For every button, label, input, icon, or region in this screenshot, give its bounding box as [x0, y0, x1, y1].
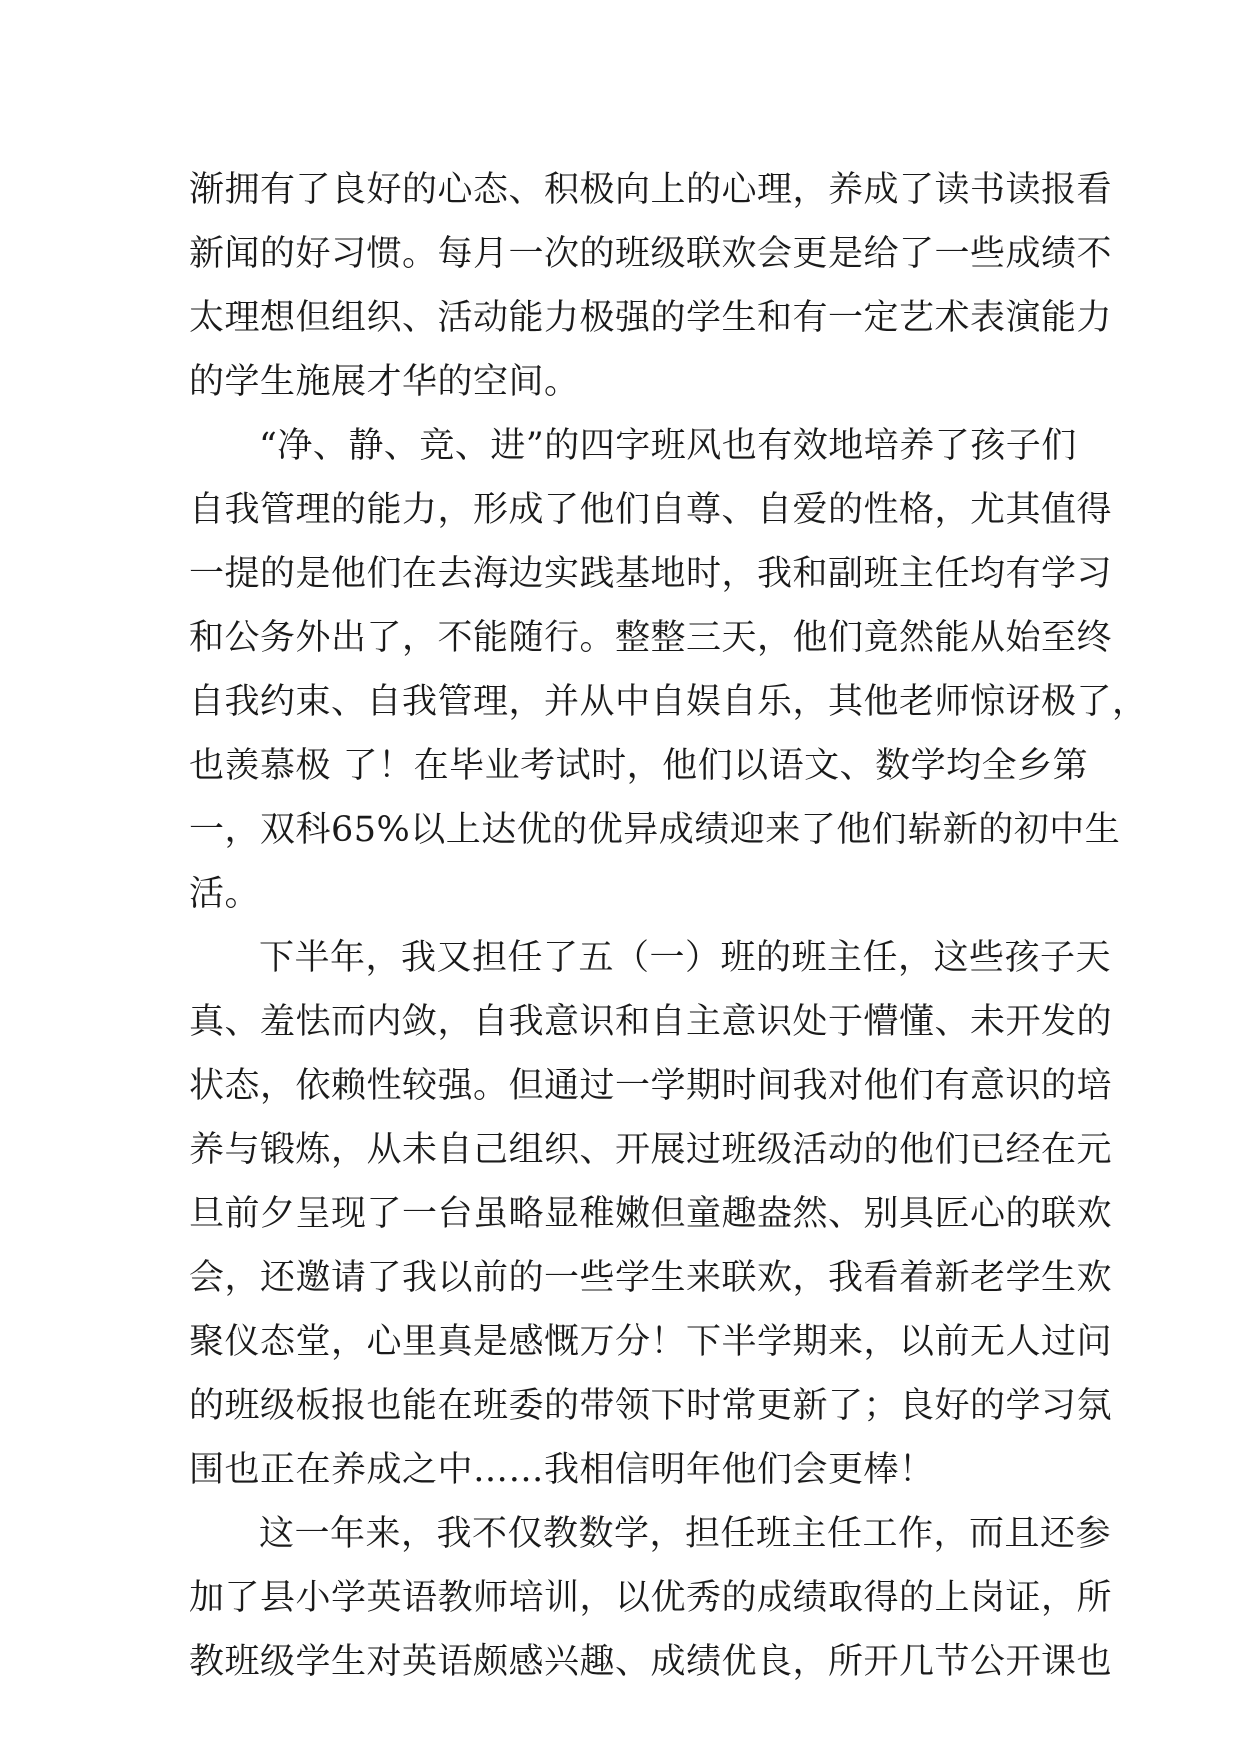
text-line: 旦前夕呈现了一台虽略显稚嫩但童趣盎然、别具匠心的联欢 [189, 1194, 1113, 1234]
text-line: 养与锻炼，从未自己组织、开展过班级活动的他们已经在元 [189, 1130, 1113, 1170]
text-line: 真、羞怯而内敛，自我意识和自主意识处于懵懂、未开发的 [189, 1002, 1113, 1042]
text-line: 状态，依赖性较强。但通过一学期时间我对他们有意识的培 [189, 1066, 1113, 1106]
text-line: 一提的是他们在去海边实践基地时，我和副班主任均有学习 [189, 554, 1113, 594]
text-line: 加了县小学英语教师培训，以优秀的成绩取得的上岗证，所 [189, 1578, 1113, 1618]
text-line: 自我管理的能力，形成了他们自尊、自爱的性格，尤其值得 [189, 490, 1113, 530]
paragraph-first-line: 下半年，我又担任了五（一）班的班主任，这些孩子天 [259, 938, 1112, 978]
text-line: 一，双科65%以上达优的优异成绩迎来了他们崭新的初中生 [189, 810, 1121, 850]
text-line: 太理想但组织、活动能力极强的学生和有一定艺术表演能力 [189, 298, 1113, 338]
text-line: 活。 [189, 874, 261, 914]
body-text [189, 158, 1148, 1694]
text-line: 教班级学生对英语颇感兴趣、成绩优良，所开几节公开课也 [189, 1642, 1113, 1682]
text-line: 渐拥有了良好的心态、积极向上的心理，养成了读书读报看 [189, 170, 1113, 210]
text-line: 和公务外出了，不能随行。整整三天，他们竟然能从始至终 [189, 618, 1113, 658]
text-line: 新闻的好习惯。每月一次的班级联欢会更是给了一些成绩不 [189, 234, 1113, 274]
text-line: 围也正在养成之中……我相信明年他们会更棒！ [189, 1450, 935, 1490]
text-line: 的学生施展才华的空间。 [189, 362, 580, 402]
text-line: 的班级板报也能在班委的带领下时常更新了；良好的学习氛 [189, 1386, 1113, 1426]
paragraph-first-line: 这一年来，我不仅教数学，担任班主任工作，而且还参 [259, 1514, 1112, 1554]
text-line: 聚仪态堂，心里真是感慨万分！下半学期来，以前无人过问 [189, 1322, 1113, 1362]
text-line: 自我约束、自我管理，并从中自娱自乐，其他老师惊讶极了， [189, 682, 1148, 722]
paragraph-first-line: “净、静、竞、进”的四字班风也有效地培养了孩子们 [259, 426, 1077, 466]
text-line: 也羡慕极 了！在毕业考试时，他们以语文、数学均全乡第 [189, 746, 1089, 786]
text-line: 会，还邀请了我以前的一些学生来联欢，我看着新老学生欢 [189, 1258, 1113, 1298]
